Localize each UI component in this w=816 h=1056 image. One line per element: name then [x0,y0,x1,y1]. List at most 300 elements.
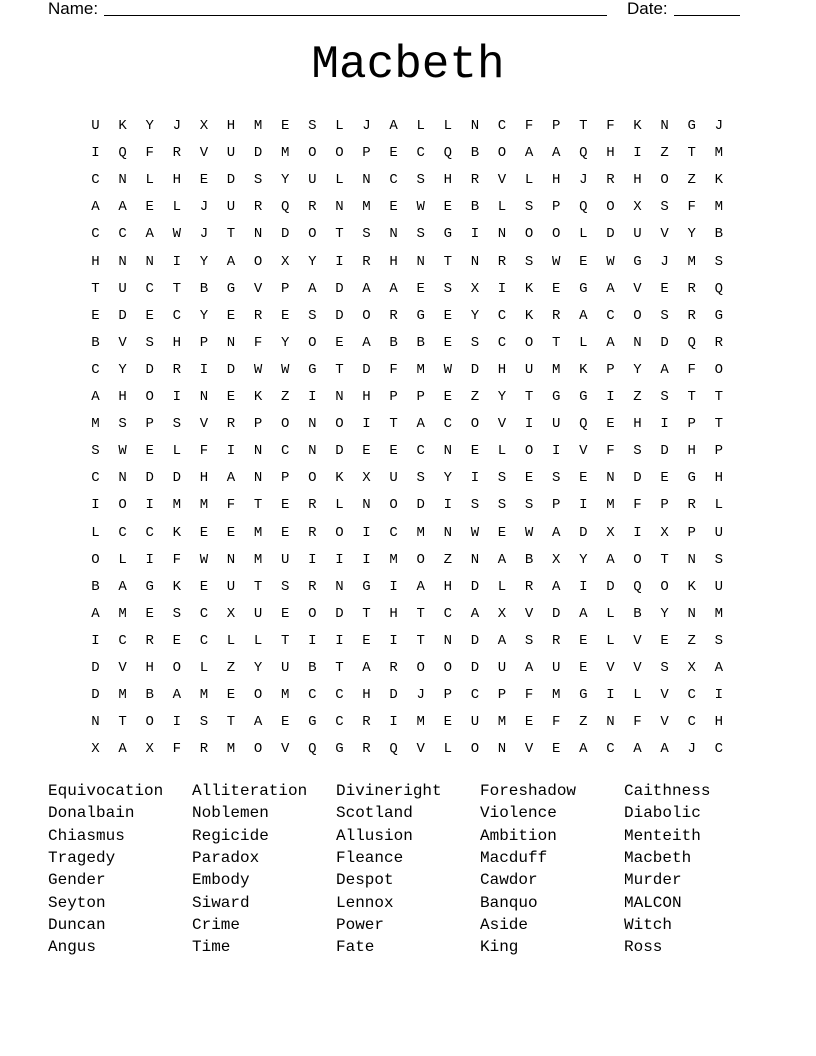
grid-letter: X [199,118,209,134]
word-bank-item: Crime [192,915,241,934]
grid-letter: E [579,470,588,487]
grid-letter: A [551,578,561,595]
grid-letter: J [687,741,696,758]
grid-letter: S [91,443,100,460]
grid-letter: W [416,199,425,216]
grid-letter: F [389,361,398,378]
grid-letter: V [660,226,669,243]
grid-letter: A [606,334,615,351]
grid-letter: I [145,551,154,568]
grid-letter: W [118,443,127,460]
grid-letter: I [91,632,100,649]
grid-letter: N [335,389,344,405]
grid-letter: Q [687,334,696,351]
grid-letter: S [497,470,507,487]
grid-letter: G [145,578,154,595]
grid-letter: B [91,334,100,351]
grid-letter: V [524,605,534,622]
grid-letter: A [118,741,127,758]
grid-letter: M [714,605,723,622]
grid-letter: N [253,443,263,460]
grid-letter: E [579,632,588,649]
grid-letter: O [145,714,154,731]
grid-letter: T [335,361,344,378]
grid-letter: D [633,470,642,487]
grid-letter: D [226,172,236,189]
word-bank-item: MALCON [624,893,682,912]
grid-letter: Q [579,199,588,216]
grid-letter: N [606,714,615,731]
grid-letter: M [172,497,181,514]
grid-letter: C [118,632,127,649]
grid-letter: O [253,741,263,758]
grid-letter: O [416,551,425,568]
grid-letter: I [470,226,480,243]
grid-letter: Q [389,741,398,758]
grid-letter: N [362,497,371,514]
grid-letter: L [253,632,263,649]
word-bank-item: Embody [192,871,250,890]
grid-letter: I [91,145,100,162]
grid-letter: E [199,578,209,595]
grid-letter: P [606,361,615,378]
grid-letter: Y [633,361,642,378]
grid-letter: N [335,578,344,595]
word-bank-item: Witch [624,915,673,934]
grid-letter: M [118,605,127,622]
grid-row-cells [82,682,742,709]
grid-letter: U [714,578,723,595]
grid-letter: K [335,470,344,487]
grid-letter: O [551,226,561,243]
grid-letter: N [660,118,669,134]
grid-letter: O [145,389,154,405]
grid-letter: R [308,524,317,541]
grid-letter: D [362,361,371,378]
grid-letter: G [579,389,588,405]
grid-letter: Q [308,741,317,758]
grid-letter: W [280,361,290,378]
grid-letter: Y [145,118,154,134]
grid-letter: M [714,199,723,216]
grid-letter: E [443,389,452,405]
grid-letter: E [660,280,669,297]
grid-letter: U [389,470,398,487]
grid-letter: N [470,551,480,568]
grid-letter: H [633,416,642,433]
grid-letter: D [606,578,615,595]
word-bank-item: Ross [624,938,663,957]
grid-letter: E [145,307,154,324]
grid-letter: Z [687,632,696,649]
grid-row-cells [82,709,742,736]
grid-letter: C [687,687,696,704]
grid-letter: C [335,687,344,704]
grid-letter: G [551,389,561,405]
grid-letter: M [687,253,696,270]
grid-letter: R [308,578,317,595]
grid-letter: F [551,714,561,731]
grid-row-cells [82,601,742,628]
grid-letter: E [579,660,588,676]
grid-letter: N [470,253,480,270]
grid-letter: R [172,145,181,162]
grid-letter: F [524,118,534,134]
grid-letter: A [551,524,561,541]
grid-letter: T [226,714,236,731]
grid-letter: I [308,389,317,405]
grid-letter: E [606,416,615,433]
grid-letter: S [362,226,371,243]
grid-letter: A [660,361,669,378]
grid-letter: C [145,524,154,541]
grid-letter: L [606,605,615,622]
grid-letter: E [226,307,236,324]
grid-letter: S [714,632,723,649]
grid-letter: C [497,307,507,324]
grid-letter: P [145,416,154,433]
grid-letter: T [443,253,452,270]
grid-letter: I [443,497,452,514]
grid-letter: T [714,416,723,433]
grid-letter: G [308,714,317,731]
grid-letter: X [362,470,371,487]
grid-letter: H [714,470,723,487]
grid-letter: E [524,714,534,731]
grid-letter: L [579,334,588,351]
word-bank-item: Gender [48,871,106,890]
grid-row-cells [82,492,742,519]
grid-letter: S [660,660,669,676]
word-bank-item: Scotland [336,804,413,823]
grid-letter: E [226,524,236,541]
grid-letter: O [470,416,480,433]
grid-letter: Y [199,307,209,324]
grid-letter: D [226,361,236,378]
grid-letter: K [714,172,723,189]
grid-letter: S [145,334,154,351]
grid-letter: I [226,443,236,460]
grid-letter: Z [470,389,480,405]
grid-letter: A [118,578,127,595]
grid-letter: L [443,741,452,758]
grid-letter: S [253,172,263,189]
grid-letter: C [389,172,398,189]
grid-letter: O [253,687,263,704]
grid-letter: A [551,145,561,162]
grid-letter: Y [579,551,588,568]
grid-letter: U [497,660,507,676]
grid-letter: L [443,118,452,134]
grid-letter: T [579,118,588,134]
grid-letter: U [280,551,290,568]
grid-row-cells [82,221,742,248]
grid-letter: C [308,687,317,704]
grid-letter: H [443,172,452,189]
grid-letter: B [308,660,317,676]
grid-letter: W [172,226,181,243]
grid-letter: R [253,199,263,216]
grid-letter: G [362,578,371,595]
word-bank-item: Chiasmus [48,826,125,845]
grid-letter: R [362,741,371,758]
grid-letter: I [308,551,317,568]
grid-letter: X [145,741,154,758]
grid-letter: N [443,443,452,460]
word-bank-item: Tragedy [48,848,116,867]
grid-letter: M [253,524,263,541]
grid-letter: H [362,687,371,704]
grid-letter: L [714,497,723,514]
grid-letter: A [416,578,425,595]
grid-letter: C [497,334,507,351]
grid-letter: F [633,497,642,514]
grid-letter: L [145,172,154,189]
grid-letter: M [280,145,290,162]
word-bank-item: Aside [480,915,529,934]
grid-letter: F [199,443,209,460]
grid-letter: E [280,497,290,514]
grid-letter: T [660,551,669,568]
grid-letter: C [443,605,452,622]
grid-letter: I [660,416,669,433]
name-blank-line[interactable] [104,15,607,16]
grid-letter: P [687,416,696,433]
grid-letter: D [551,605,561,622]
grid-letter: V [660,687,669,704]
grid-letter: J [714,118,723,134]
grid-letter: M [226,741,236,758]
grid-letter: A [362,660,371,676]
grid-letter: N [633,334,642,351]
grid-letter: U [470,714,480,731]
grid-letter: X [660,524,669,541]
grid-letter: R [308,199,317,216]
grid-letter: I [606,389,615,405]
word-bank-item: King [480,938,519,957]
grid-letter: O [118,497,127,514]
grid-letter: A [362,280,371,297]
grid-letter: K [172,524,181,541]
date-blank-line[interactable] [674,15,740,16]
grid-letter: P [551,497,561,514]
grid-letter: B [145,687,154,704]
grid-letter: E [280,605,290,622]
grid-letter: F [687,361,696,378]
grid-letter: C [416,145,425,162]
grid-letter: D [470,660,480,676]
grid-letter: H [362,389,371,405]
grid-letter: V [253,280,263,297]
grid-letter: K [524,307,534,324]
grid-letter: R [606,172,615,189]
grid-letter: T [226,226,236,243]
grid-letter: O [91,551,100,568]
grid-letter: E [280,307,290,324]
grid-letter: A [524,660,534,676]
grid-letter: A [633,741,642,758]
word-bank-item: Lennox [336,893,394,912]
grid-letter: S [308,307,317,324]
grid-letter: Y [280,334,290,351]
grid-letter: A [606,551,615,568]
grid-row-cells [82,276,742,303]
grid-letter: A [389,280,398,297]
grid-letter: N [199,389,209,405]
grid-letter: O [443,660,452,676]
grid-letter: H [118,389,127,405]
grid-letter: I [145,497,154,514]
grid-letter: M [416,714,425,731]
grid-letter: I [172,389,181,405]
grid-letter: N [253,226,263,243]
grid-letter: O [280,416,290,433]
grid-letter: I [389,714,398,731]
grid-letter: I [470,470,480,487]
grid-letter: T [714,389,723,405]
grid-row-cells [82,438,742,465]
grid-letter: I [579,497,588,514]
grid-letter: B [470,145,480,162]
grid-letter: R [389,307,398,324]
grid-letter: U [714,524,723,541]
grid-letter: Z [687,172,696,189]
grid-letter: X [633,199,642,216]
grid-letter: Y [253,660,263,676]
grid-letter: D [118,307,127,324]
word-bank-item: Caithness [624,782,711,800]
grid-letter: J [362,118,371,134]
word-bank-item: Duncan [48,915,106,934]
grid-letter: J [660,253,669,270]
grid-letter: C [91,172,100,189]
grid-letter: S [660,199,669,216]
grid-letter: C [199,632,209,649]
grid-letter: O [389,497,398,514]
word-bank-item: Menteith [624,826,701,845]
grid-letter: V [199,416,209,433]
grid-letter: S [660,307,669,324]
grid-letter: T [524,389,534,405]
grid-letter: C [714,741,723,758]
grid-letter: T [335,226,344,243]
grid-letter: D [91,687,100,704]
grid-letter: U [226,199,236,216]
grid-letter: O [172,660,181,676]
grid-letter: E [145,443,154,460]
word-bank-item: Macduff [480,848,548,867]
grid-letter: C [118,226,127,243]
grid-letter: S [172,605,181,622]
grid-letter: F [172,741,181,758]
grid-letter: I [633,524,642,541]
grid-letter: O [633,307,642,324]
grid-letter: H [551,172,561,189]
grid-letter: P [280,280,290,297]
grid-letter: N [362,172,371,189]
grid-letter: D [280,226,290,243]
grid-letter: W [199,551,209,568]
grid-letter: V [606,660,615,676]
grid-letter: P [416,389,425,405]
grid-letter: O [497,145,507,162]
grid-letter: R [253,307,263,324]
grid-letter: Y [660,605,669,622]
grid-row-cells [82,330,742,357]
grid-letter: O [633,551,642,568]
grid-letter: N [606,470,615,487]
grid-letter: P [551,118,561,134]
grid-letter: O [524,226,534,243]
grid-row-cells [82,167,742,194]
grid-letter: J [199,226,209,243]
grid-letter: C [389,524,398,541]
grid-letter: N [118,172,127,189]
letter-grid [82,113,742,763]
grid-letter: N [443,632,452,649]
grid-letter: M [551,361,561,378]
word-bank-item: Foreshadow [480,782,577,800]
grid-letter: I [551,443,561,460]
grid-letter: K [172,578,181,595]
word-bank-item: Time [192,938,231,957]
grid-letter: I [335,253,344,270]
grid-letter: H [633,172,642,189]
grid-letter: I [172,714,181,731]
grid-row-cells [82,547,742,574]
grid-letter: V [199,145,209,162]
grid-letter: C [470,687,480,704]
word-bank-item: Noblemen [192,804,269,823]
grid-letter: C [497,118,507,134]
grid-letter: X [226,605,236,622]
grid-letter: P [687,524,696,541]
grid-letter: E [145,199,154,216]
grid-letter: I [199,361,209,378]
grid-letter: V [280,741,290,758]
grid-letter: R [362,714,371,731]
grid-letter: O [335,145,344,162]
grid-letter: A [714,660,723,676]
grid-letter: T [253,578,263,595]
grid-letter: Q [443,145,452,162]
grid-letter: A [524,145,534,162]
grid-letter: U [226,578,236,595]
grid-letter: H [145,660,154,676]
grid-letter: A [362,334,371,351]
grid-letter: R [551,632,561,649]
grid-letter: N [687,551,696,568]
grid-letter: I [172,253,181,270]
grid-letter: E [443,714,452,731]
grid-letter: E [416,280,425,297]
grid-row-cells [82,411,742,438]
grid-letter: R [199,741,209,758]
grid-letter: K [633,118,642,134]
grid-letter: F [606,118,615,134]
grid-letter: O [253,253,263,270]
grid-letter: R [551,307,561,324]
grid-letter: G [714,307,723,324]
grid-letter: G [687,470,696,487]
grid-letter: U [551,660,561,676]
grid-letter: B [524,551,534,568]
grid-letter: H [714,714,723,731]
grid-letter: H [172,172,181,189]
grid-letter: B [470,199,480,216]
grid-row-cells [82,736,742,763]
word-bank-item: Macbeth [624,848,692,867]
